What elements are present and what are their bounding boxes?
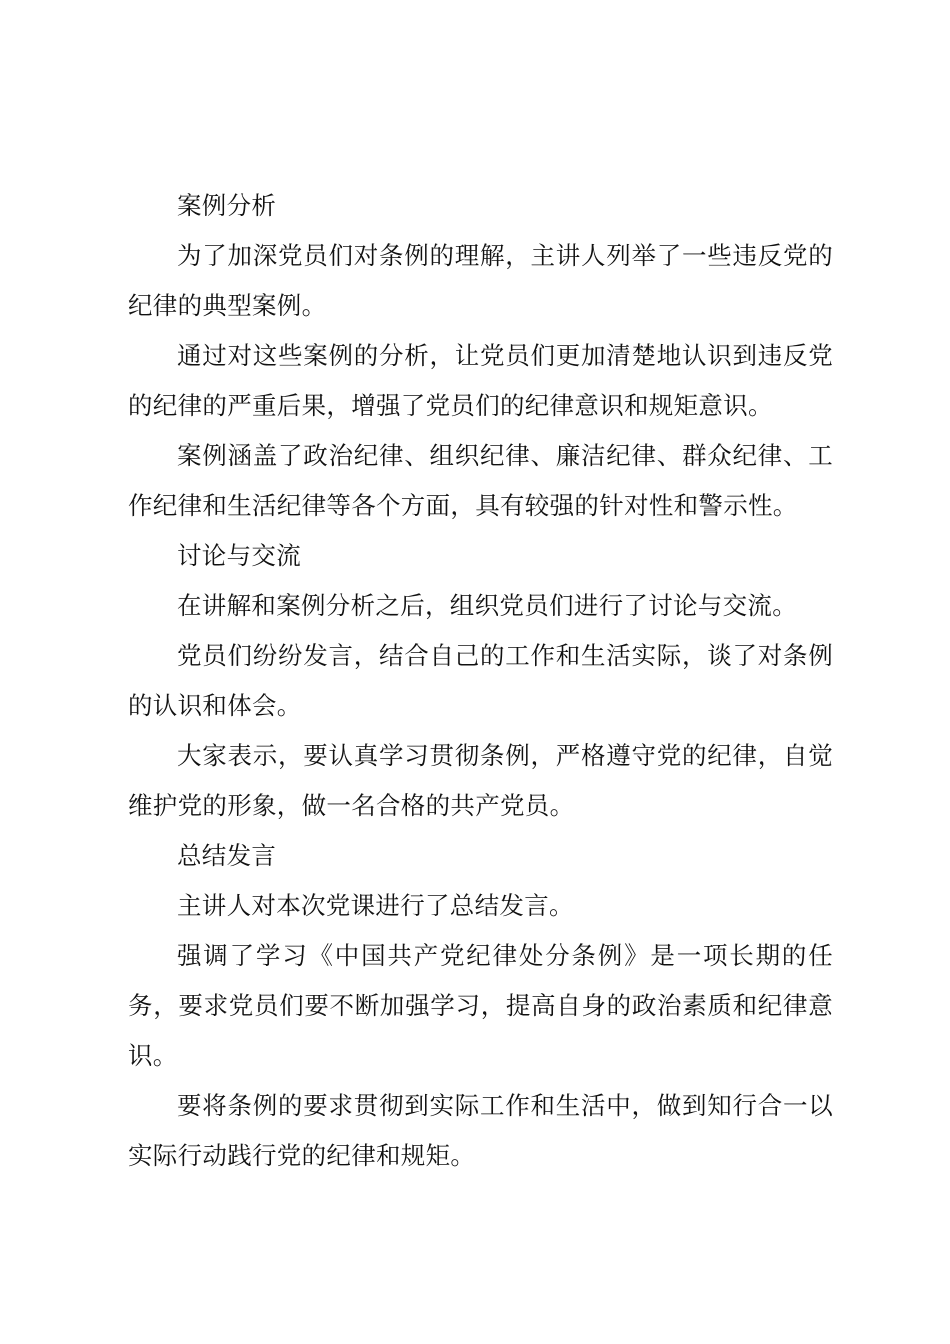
paragraph: 案例涵盖了政治纪律、组织纪律、廉洁纪律、群众纪律、工作纪律和生活纪律等各个方面，具有较强的针对性和警示性。: [128, 441, 833, 520]
paragraph: 在讲解和案例分析之后，组织党员们进行了讨论与交流。: [177, 591, 797, 620]
paragraph: 通过对这些案例的分析，让党员们更加清楚地认识到违反党的纪律的严重后果，增强了党员们的纪律意识和规矩意识。: [128, 341, 833, 420]
section-heading-summary: 总结发言: [177, 841, 277, 870]
paragraph: 党员们纷纷发言，结合自己的工作和生活实际，谈了对条例的认识和体会。: [128, 641, 833, 720]
paragraph: 大家表示，要认真学习贯彻条例，严格遵守党的纪律，自觉维护党的形象，做一名合格的共产党员。: [128, 741, 833, 820]
document-body: [128, 181, 833, 1181]
paragraph: 强调了学习《中国共产党纪律处分条例》是一项长期的任务，要求党员们要不断加强学习，提高自身的政治素质和纪律意识。: [128, 941, 833, 1070]
paragraph: 要将条例的要求贯彻到实际工作和生活中，做到知行合一以实际行动践行党的纪律和规矩。: [128, 1091, 833, 1170]
section-heading-discussion: 讨论与交流: [177, 541, 301, 570]
section-heading-case-analysis: 案例分析: [177, 191, 277, 220]
paragraph: 主讲人对本次党课进行了总结发言。: [177, 891, 574, 920]
paragraph: 为了加深党员们对条例的理解，主讲人列举了一些违反党的纪律的典型案例。: [128, 241, 833, 320]
